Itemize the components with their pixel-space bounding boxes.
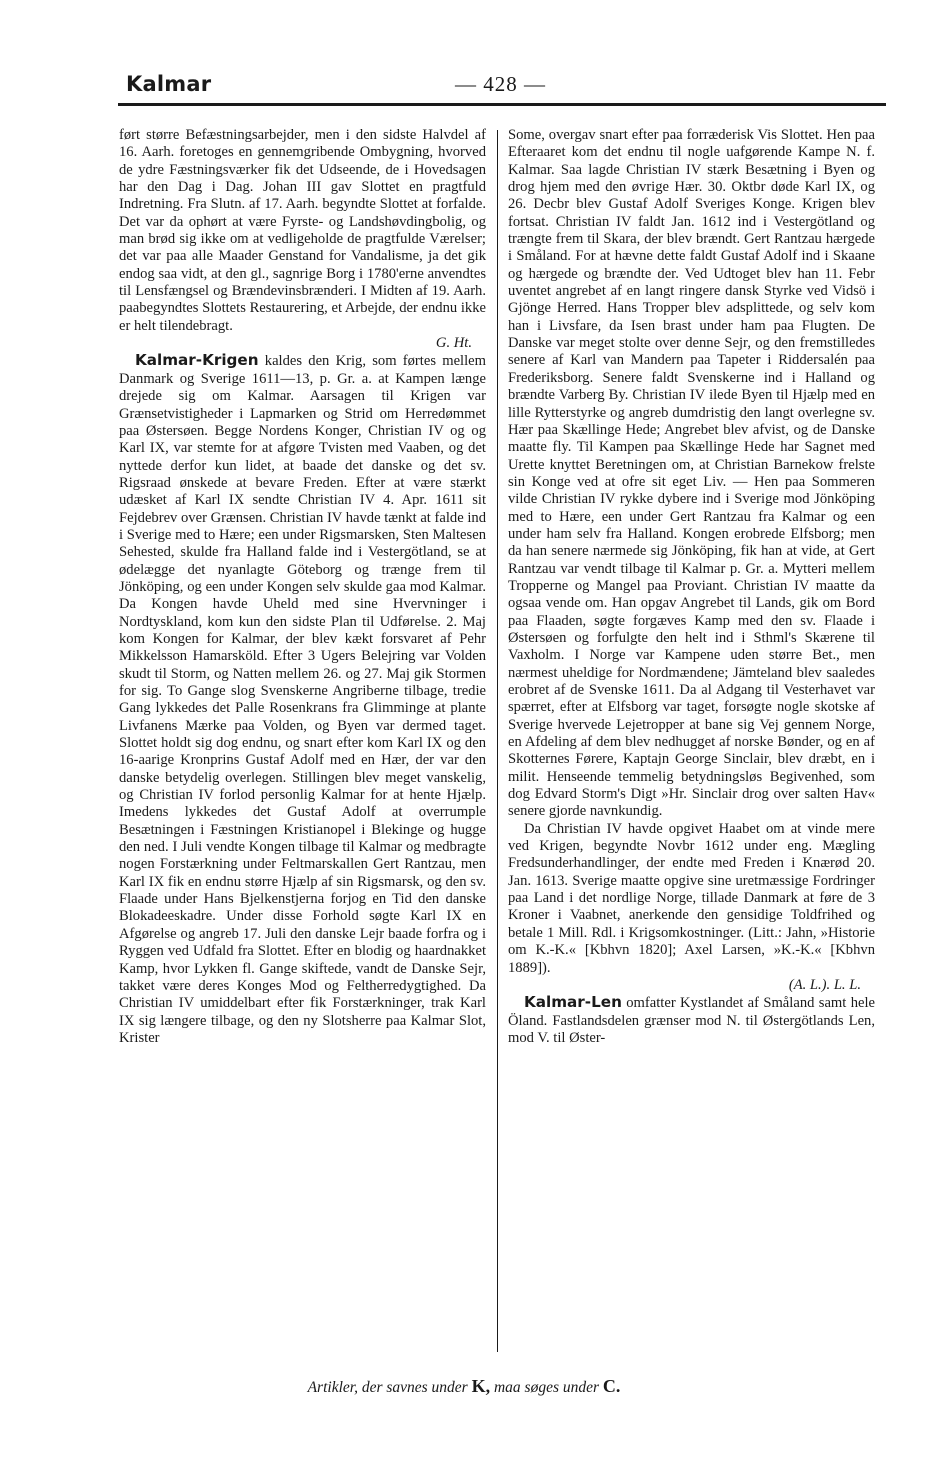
paragraph-war-continued: Some, overgav snart efter paa forræderisk Vis Slottet. Hen paa Efteraaret kom det endnu til nogle uafgørende Kampe N. f. Kalmar. Saa lagde Christian IV stærk Besætning i Byen og drog hjem med den øvrige Hær. 30. Oktbr døde Karl IX, og 26. Decbr blev Gustaf Adolf Sveriges Konge. Krigen blev fortsat. Christian IV faldt Jan. 1612 ind i Vestergötland og trængte frem til Skara, der blev brændt. Gert Rantzau hærgede i Småland. For at hævne dette faldt Gustaf Adolf ind i Skaane og hærgede og brændte der. Ved Udtoget blev han 11. Febr uventet angrebet af en langt ringere dansk Styrke ved Vidsö i Gjönge Herred. Hans Tropper blev adsplittede, og selv kom han i Livsfare, da Isen brast under ham paa Flugten. De Danske var meget stolte over denne Sejr, og den fremstilledes senere af Karl van Mandern paa Tapeter i Riddersalén paa Frederiksborg. Senere faldt Svenskerne ind i Halland og brændte Varberg By. Christian IV ilede Byen til Hjælp med en lille Rytterstyrke og angreb dumdristig den langt overlegne sv. Hær paa Skællinge Hede; Angrebet blev afvist, og de Danske maatte fly. Til Kampen paa Skællinge Hede har Sagnet med Urette knyttet Beretningen om, at Christian Barnekow frelste sin Konge ved at ofre sit eget Liv. — Hen paa Sommeren vilde Christian IV rykke dybere ind i Sverige mod Jönköping med to Hære, een under Gert Rantzau fra Kalmar og een under ham selv fra Halland. Kongen erobrede Elfsborg; men da han senere nærmede sig Jönköping, fik han at vide, at Gert Rantzau var vendt tilbage til Kalmar p. Gr. a. Mytteri mellem Tropperne og Mangel paa Proviant. Christian IV maatte da ogsaa vende om. Han opgav Angrebet til Lands, gik om Bord paa Flaaden, søgte forgæves Kamp med den sv. Flaade i Østersøen og forfulgte den helt ind i Sthml's Skærene til Vaxholm. I Norge var Kampene uden større Bet., men nærmest uheldige for Nordmændene; Jämteland blev saaledes erobret af de Svenske 1611. Da al Adgang til Vesterhavet var spærret, efter at Elfsborg var taget, forsøgte nogle skotske af Sverige hvervede Lejetropper at bane sig Vej gennem Norge, en Afdeling af dem blev nedhugget af norske Bønder, og en af Skotternes Førere, Kaptajn George Sinclair, blev dræbt, en i milit. Henseende temmelig betydningsløs Begivenhed, som dog Edvard Storm's Digt »Hr. Sinclair drog over salten Hav« senere gjorde navnkundig. <box>508 127 875 820</box>
entry-headword: Kalmar-Krigen <box>135 351 259 370</box>
paragraph-kalmar-slot-end: ført større Befæstningsarbejder, men i den sidste Halvdel af 16. Aarh. foretoges en gennemgribende Ombygning, hvorved de ydre Fæstningsværker fik det Udseende, de i Hovedsagen har den Dag i Dag. Johan III gav Slottet en pragtfuld Indretning. Fra Slutn. af 17. Aarh. begyndte Slottet at forfalde. Det var da ophørt at være Fyrste- og Landshøvdingbolig, og man brød sig ikke om at vedligeholde de pragtfulde Værelser; det var paa alle Maader Genstand for Vandalisme, ja det gik endog saa vidt, at den gl., sagnrige Borg i 1780'erne anvendtes til Lensfængsel og Brændevinsbrænderi. I Midten af 19. Aarh. paabegyndtes Slottets Restaurering, et Arbejde, der endnu ikke er helt tilendebragt. <box>119 127 486 334</box>
footer-letter-k: K, <box>471 1376 491 1396</box>
header-rule <box>118 103 886 106</box>
author-signature: (A. L.). L. L. <box>788 976 861 993</box>
page-header <box>0 0 928 110</box>
right-column <box>508 127 875 1047</box>
entry-kalmar-len <box>508 994 875 1047</box>
entry-kalmar-krigen <box>119 352 486 1047</box>
entry-headword: Kalmar-Len <box>524 993 622 1012</box>
page-number: — 428 — <box>455 72 546 96</box>
entry-text: kaldes den Krig, som førtes mellem Danmark og Sverige 1611—13, p. Gr. a. at Kampen længe drejede sig om Kalmar. Aarsagen til Krigen var Grænsetvistigheder i Lapmarken og Strid om Herredømmet paa Østersøen. Begge Nordens Konger, Christian IV og og Karl IX, var stemte for at afgøre Tvisten med Vaaben, og det nyttede derfor kun lidet, at baade det danske og det sv. Rigsraad ønskede at bevare Freden. Efter at være stærkt udæsket af Karl IX sendte Christian IV 4. Apr. 1611 sit Fejdebrev over Grænsen. Christian IV havde tænkt at falde ind i Sverige med to Hære; een under Rigsmarsken, Sten Maltesen Sehested, skulde fra Halland falde ind i Vestergötland, se at ødelægge det nyanlagte Göteborg og trænge frem til Jönköping, og een under Kongen selv skulde gaa mod Kalmar. Da Kongen havde Uheld med sine Hvervninger i Nordtyskland, kom kun den sidste Plan til Udførelse. 2. Maj kom Kongen for Kalmar, der blev kækt forsvaret af Pehr Mikkelsson Hamarsköld. Efter 3 Ugers Belejring var Volden skudt til Storm, og Natten mellem 26. og 27. Maj gik Stormen for sig. To Gange slog Svenskerne Angriberne tilbage, tredie Gang lykkedes det Palle Rosenkrans fra Glimminge at plante Livfanens Mærke paa Volden, og Byen var dermed taget. Slottet holdt sig dog endnu, og snart efter kom Karl IX og den 16-aarige Kronprins Gustaf Adolf med en Hær, der var den danske betydelig overlegen. Stillingen blev meget vanskelig, og Christian IV forlod personlig Kalmar for at hente Hjælp. Imedens lykkedes det Gustaf Adolf at overrumple Besætningen i Fæstningen Kristianopel i Blekinge og hugge den ned. I Juli vendte Kongen tilbage til Kalmar og medbragte nogen Forstærkning under Feltmarskallen Gert Rantzau, men Karl IX fik en endnu større Hjælp af sin Rigsmarsk, og den sv. Flaade under Hans Bjelkenstjerna forjog en Tid den danske Blokadeeskadre. Under disse Forhold søgte Karl IX en Afgørelse og angreb 17. Juli den danske Lejr baade forfra og i Ryggen ved Udfald fra Slottet. Efter en blodig og haardnakket Kamp, hvor Lykken fl. Gange skiftede, vandt de Danske Sejr, takket være deres Konges Mod og Feltherredygtighed. Da Christian IV umiddelbart efter fik Forstærkninger, trak Karl IX sig længere tilbage, og den ny Slotsherre paa Kalmar Slot, Krister <box>119 353 486 1046</box>
footer-note <box>0 1376 928 1397</box>
footer-text: Artikler, der savnes under <box>307 1379 472 1396</box>
footer-text: maa søges under <box>490 1379 603 1396</box>
left-column <box>119 127 486 1047</box>
column-divider <box>497 130 498 1352</box>
author-signature: G. Ht. <box>435 335 472 352</box>
entry-text: omfatter Kystlandet af Småland samt hele Öland. Fastlandsdelen grænser mod N. til Østergötlands Len, mod V. til Øster- <box>508 995 875 1046</box>
running-head: Kalmar <box>126 72 212 96</box>
paragraph-peace: Da Christian IV havde opgivet Haabet om at vinde mere ved Krigen, begyndte Novbr 1612 under eng. Mægling Fredsunderhandlinger, der endte med Freden i Knærød 20. Jan. 1613. Sverige maatte opgive sine uretmæssige Fordringer paa Land i det nordlige Norge, tillade Danmark at føre de 3 Kroner i Vaabnet, anerkende den gensidige Toldfrihed og betale 1 Mill. Rdl. i Krigsomkostninger. (Litt.: Jahn, »Historie om K.-K.« [Kbhvn 1820]; Axel Larsen, »K.-K.« [Kbhvn 1889]). <box>508 820 875 976</box>
footer-letter-c: C. <box>602 1376 621 1396</box>
